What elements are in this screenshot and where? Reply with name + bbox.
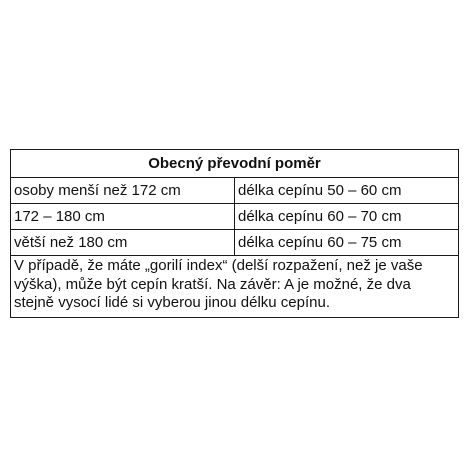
- body-height-cell: osoby menší než 172 cm: [11, 178, 235, 204]
- table-row: [11, 230, 459, 256]
- table-note: V případě, že máte „gorilí index“ (delší rozpažení, než je vaše výška), může být cepín kratší. Na závěr: A je možné, že dva stejně vysocí lidé si vyberou jinou délku cepínu.: [11, 256, 459, 318]
- axe-length-cell: délka cepínu 50 – 60 cm: [235, 178, 459, 204]
- body-height-cell: 172 – 180 cm: [11, 204, 235, 230]
- body-height-cell: větší než 180 cm: [11, 230, 235, 256]
- table-note-row: [11, 256, 459, 318]
- table-title: Obecný převodní poměr: [11, 150, 459, 178]
- table-header-row: [11, 150, 459, 178]
- axe-length-cell: délka cepínu 60 – 70 cm: [235, 204, 459, 230]
- conversion-table: [10, 149, 459, 318]
- axe-length-cell: délka cepínu 60 – 75 cm: [235, 230, 459, 256]
- table-row: [11, 178, 459, 204]
- table-row: [11, 204, 459, 230]
